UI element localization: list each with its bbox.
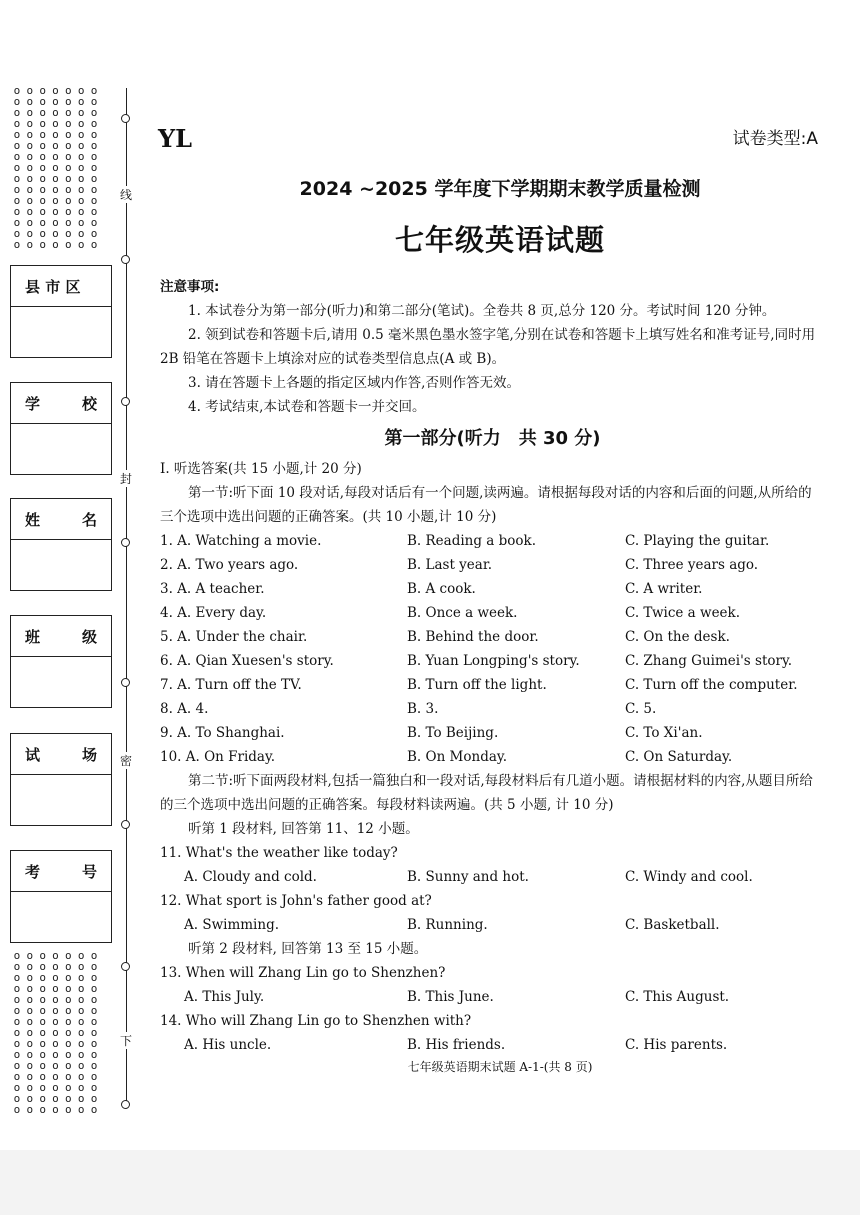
circle-mark: o bbox=[13, 161, 20, 174]
circle-mark: o bbox=[90, 238, 97, 251]
circle-mark: o bbox=[13, 183, 20, 196]
circle-mark: o bbox=[52, 117, 58, 130]
circle-mark: o bbox=[77, 1037, 84, 1050]
circle-mark: o bbox=[26, 971, 33, 984]
circle-mark: o bbox=[26, 1004, 33, 1017]
circle-mark: o bbox=[90, 183, 97, 196]
circle-mark: o bbox=[52, 150, 58, 163]
circle-mark: o bbox=[39, 993, 45, 1006]
circle-mark: o bbox=[90, 960, 97, 973]
seal-dot bbox=[121, 397, 130, 406]
circle-mark: o bbox=[77, 205, 84, 218]
circle-mark: o bbox=[52, 1081, 58, 1094]
circle-mark: o bbox=[13, 194, 20, 207]
circle-mark: o bbox=[77, 993, 84, 1006]
seal-line bbox=[126, 88, 127, 1108]
circle-mark: o bbox=[90, 216, 97, 229]
circle-mark: o bbox=[39, 161, 45, 174]
circle-mark: o bbox=[65, 183, 71, 196]
circle-mark: o bbox=[52, 960, 58, 973]
circle-mark: o bbox=[13, 95, 20, 108]
circle-mark: o bbox=[13, 971, 20, 984]
circle-mark: o bbox=[77, 1092, 84, 1105]
question-options: A. This July. B. This June. C. This August. bbox=[184, 989, 730, 1005]
notice-heading: 注意事项: bbox=[160, 279, 220, 295]
circle-mark: o bbox=[39, 1070, 45, 1083]
circle-mark: o bbox=[77, 1059, 84, 1072]
circle-mark: o bbox=[13, 172, 20, 185]
circle-mark: o bbox=[90, 982, 97, 995]
circle-mark: o bbox=[65, 161, 71, 174]
circle-mark: o bbox=[77, 227, 84, 240]
circle-mark: o bbox=[52, 1037, 58, 1050]
circle-mark: o bbox=[90, 1103, 97, 1116]
circle-mark: o bbox=[90, 128, 97, 141]
paper-code: YL bbox=[158, 124, 193, 153]
circle-mark: o bbox=[52, 1092, 58, 1105]
circle-mark: o bbox=[90, 993, 97, 1006]
circle-mark: o bbox=[65, 1070, 71, 1083]
circle-mark: o bbox=[52, 949, 58, 962]
circle-mark: o bbox=[90, 1059, 97, 1072]
circle-mark: o bbox=[90, 161, 97, 174]
circle-mark: o bbox=[26, 1048, 33, 1061]
seal-mark-below: 下 bbox=[120, 1034, 133, 1048]
circle-mark: o bbox=[90, 1070, 97, 1083]
circle-mark: o bbox=[39, 1103, 45, 1116]
circle-mark: o bbox=[52, 1103, 58, 1116]
circle-mark: o bbox=[13, 1081, 20, 1094]
circle-mark: o bbox=[52, 139, 58, 152]
circle-mark: o bbox=[65, 139, 71, 152]
circle-mark: o bbox=[26, 150, 33, 163]
question-row: 1. A. Watching a movie. B. Reading a book. C. Playing the guitar. bbox=[160, 533, 770, 549]
question-row: 2. A. Two years ago. B. Last year. C. Three years ago. bbox=[160, 557, 759, 573]
material-note: 听第 2 段材料, 回答第 13 至 15 小题。 bbox=[188, 941, 428, 957]
circle-mark: o bbox=[65, 1048, 71, 1061]
circle-mark: o bbox=[39, 1004, 45, 1017]
field-room-box[interactable]: 试 场 bbox=[10, 733, 112, 826]
circle-mark: o bbox=[65, 1059, 71, 1072]
circle-mark: o bbox=[77, 161, 84, 174]
circle-mark: o bbox=[26, 1026, 33, 1039]
circle-mark: o bbox=[39, 1026, 45, 1039]
circle-mark: o bbox=[90, 117, 97, 130]
circle-mark: o bbox=[26, 128, 33, 141]
circle-mark: o bbox=[13, 84, 20, 97]
part1-title: 第一部分(听力 共 30 分) bbox=[384, 428, 601, 449]
circle-mark: o bbox=[90, 949, 97, 962]
exam-content bbox=[160, 275, 825, 1057]
circle-mark: o bbox=[90, 1004, 97, 1017]
seal-mark-seal: 封 bbox=[120, 472, 133, 486]
circle-mark: o bbox=[26, 1059, 33, 1072]
circle-mark: o bbox=[26, 139, 33, 152]
circle-mark: o bbox=[77, 84, 84, 97]
circle-mark: o bbox=[26, 993, 33, 1006]
circle-mark: o bbox=[77, 216, 84, 229]
circle-mark: o bbox=[65, 1037, 71, 1050]
circle-mark: o bbox=[13, 1037, 20, 1050]
circle-mark: o bbox=[52, 1004, 58, 1017]
circle-mark: o bbox=[39, 227, 45, 240]
circle-mark: o bbox=[77, 1103, 84, 1116]
section1-intro: 第一节:听下面 10 段对话,每段对话后有一个问题,读两遍。请根据每段对话的内容和后面的问题,从所给的三个选项中选出问题的正确答案。(共 10 小题,计 10 分) bbox=[160, 485, 812, 525]
circle-mark: o bbox=[26, 1092, 33, 1105]
circle-mark: o bbox=[13, 960, 20, 973]
circle-mark: o bbox=[39, 205, 45, 218]
circle-mark: o bbox=[13, 128, 20, 141]
circle-mark: o bbox=[39, 1092, 45, 1105]
circle-mark: o bbox=[90, 205, 97, 218]
circle-mark: o bbox=[65, 238, 71, 251]
question-stem: 11. What's the weather like today? bbox=[160, 845, 398, 861]
seal-dot bbox=[121, 255, 130, 264]
circle-mark: o bbox=[39, 139, 45, 152]
circle-mark: o bbox=[77, 982, 84, 995]
circle-mark: o bbox=[52, 172, 58, 185]
circle-mark: o bbox=[39, 84, 45, 97]
circle-mark: o bbox=[39, 128, 45, 141]
section2-intro: 第二节:听下面两段材料,包括一篇独白和一段对话,每段材料后有几道小题。请根据材料的内容,从题目所给的三个选项中选出问题的正确答案。每段材料读两遍。(共 5 小题, 计 10 分) bbox=[160, 773, 813, 813]
circle-mark: o bbox=[90, 1048, 97, 1061]
question-row: 8. A. 4. B. 3. C. 5. bbox=[160, 701, 657, 717]
top-circle-pattern bbox=[10, 85, 100, 250]
circle-mark: o bbox=[90, 194, 97, 207]
circle-mark: o bbox=[77, 106, 84, 119]
circle-mark: o bbox=[65, 106, 71, 119]
circle-mark: o bbox=[77, 183, 84, 196]
circle-mark: o bbox=[65, 971, 71, 984]
field-label: 县 市 区 bbox=[25, 277, 81, 296]
circle-mark: o bbox=[26, 117, 33, 130]
circle-mark: o bbox=[77, 117, 84, 130]
circle-mark: o bbox=[26, 238, 33, 251]
circle-mark: o bbox=[77, 1015, 84, 1028]
circle-mark: o bbox=[52, 106, 58, 119]
circle-mark: o bbox=[77, 1004, 84, 1017]
circle-mark: o bbox=[65, 960, 71, 973]
seal-dot bbox=[121, 1100, 130, 1109]
circle-mark: o bbox=[13, 1092, 20, 1105]
circle-mark: o bbox=[77, 139, 84, 152]
circle-mark: o bbox=[52, 128, 58, 141]
circle-mark: o bbox=[13, 139, 20, 152]
circle-mark: o bbox=[52, 84, 58, 97]
circle-mark: o bbox=[13, 949, 20, 962]
circle-mark: o bbox=[65, 993, 71, 1006]
seal-dot bbox=[121, 962, 130, 971]
circle-mark: o bbox=[90, 139, 97, 152]
circle-mark: o bbox=[52, 238, 58, 251]
question-stem: 14. Who will Zhang Lin go to Shenzhen with? bbox=[160, 1013, 472, 1029]
question-row: 3. A. A teacher. B. A cook. C. A writer. bbox=[160, 581, 703, 597]
circle-mark: o bbox=[65, 1081, 71, 1094]
circle-mark: o bbox=[77, 960, 84, 973]
circle-mark: o bbox=[77, 128, 84, 141]
circle-mark: o bbox=[52, 161, 58, 174]
circle-mark: o bbox=[26, 227, 33, 240]
circle-mark: o bbox=[39, 172, 45, 185]
circle-mark: o bbox=[77, 95, 84, 108]
circle-mark: o bbox=[52, 1026, 58, 1039]
circle-mark: o bbox=[90, 227, 97, 240]
circle-mark: o bbox=[39, 95, 45, 108]
field-exam-number-box[interactable]: 考 号 bbox=[10, 850, 112, 943]
circle-mark: o bbox=[26, 194, 33, 207]
question-options: A. Swimming. B. Running. C. Basketball. bbox=[184, 917, 720, 933]
circle-mark: o bbox=[26, 949, 33, 962]
circle-mark: o bbox=[90, 106, 97, 119]
circle-mark: o bbox=[39, 1037, 45, 1050]
question-row: 6. A. Qian Xuesen's story. B. Yuan Longping's story. C. Zhang Guimei's story. bbox=[160, 653, 793, 669]
circle-mark: o bbox=[65, 150, 71, 163]
circle-mark: o bbox=[77, 194, 84, 207]
circle-mark: o bbox=[39, 106, 45, 119]
circle-mark: o bbox=[26, 1103, 33, 1116]
circle-mark: o bbox=[90, 1081, 97, 1094]
circle-mark: o bbox=[13, 1070, 20, 1083]
circle-mark: o bbox=[39, 960, 45, 973]
seal-dot bbox=[121, 114, 130, 123]
circle-mark: o bbox=[39, 1059, 45, 1072]
circle-mark: o bbox=[13, 1059, 20, 1072]
circle-mark: o bbox=[26, 1037, 33, 1050]
circle-mark: o bbox=[26, 95, 33, 108]
circle-mark: o bbox=[52, 982, 58, 995]
circle-mark: o bbox=[90, 172, 97, 185]
circle-mark: o bbox=[39, 1081, 45, 1094]
material-note: 听第 1 段材料, 回答第 11、12 小题。 bbox=[188, 821, 419, 837]
circle-mark: o bbox=[39, 971, 45, 984]
circle-mark: o bbox=[65, 194, 71, 207]
notice-item: 3. 请在答题卡上各题的指定区域内作答,否则作答无效。 bbox=[188, 375, 520, 391]
circle-mark: o bbox=[39, 1015, 45, 1028]
circle-mark: o bbox=[39, 1048, 45, 1061]
circle-mark: o bbox=[65, 1015, 71, 1028]
circle-mark: o bbox=[26, 84, 33, 97]
circle-mark: o bbox=[39, 982, 45, 995]
circle-mark: o bbox=[26, 172, 33, 185]
circle-mark: o bbox=[13, 993, 20, 1006]
circle-mark: o bbox=[90, 1026, 97, 1039]
question-options: A. Cloudy and cold. B. Sunny and hot. C. Windy and cool. bbox=[184, 869, 753, 885]
circle-mark: o bbox=[65, 95, 71, 108]
circle-mark: o bbox=[39, 150, 45, 163]
circle-mark: o bbox=[90, 1092, 97, 1105]
question-row: 10. A. On Friday. B. On Monday. C. On Saturday. bbox=[160, 749, 733, 765]
section-title: Ⅰ. 听选答案(共 15 小题,计 20 分) bbox=[160, 461, 362, 477]
circle-mark: o bbox=[13, 1048, 20, 1061]
field-name-box[interactable]: 姓 名 bbox=[10, 498, 112, 591]
circle-mark: o bbox=[52, 216, 58, 229]
circle-mark: o bbox=[52, 183, 58, 196]
seal-mark-line: 线 bbox=[120, 188, 133, 202]
question-row: 5. A. Under the chair. B. Behind the door. C. On the desk. bbox=[160, 629, 730, 645]
circle-mark: o bbox=[90, 84, 97, 97]
circle-mark: o bbox=[65, 949, 71, 962]
question-options: A. His uncle. B. His friends. C. His parents. bbox=[184, 1037, 728, 1053]
bottom-circle-pattern bbox=[10, 950, 100, 1115]
circle-mark: o bbox=[77, 949, 84, 962]
circle-mark: o bbox=[77, 1070, 84, 1083]
field-school-box[interactable]: 学 校 bbox=[10, 382, 112, 475]
circle-mark: o bbox=[65, 84, 71, 97]
circle-mark: o bbox=[52, 993, 58, 1006]
notice-item: 4. 考试结束,本试卷和答题卡一并交回。 bbox=[188, 399, 426, 415]
circle-mark: o bbox=[52, 1048, 58, 1061]
circle-mark: o bbox=[90, 1015, 97, 1028]
circle-mark: o bbox=[52, 1059, 58, 1072]
page-bottom-band bbox=[0, 1150, 860, 1215]
circle-mark: o bbox=[65, 117, 71, 130]
circle-mark: o bbox=[52, 194, 58, 207]
circle-mark: o bbox=[13, 150, 20, 163]
seal-dot bbox=[121, 820, 130, 829]
circle-mark: o bbox=[26, 205, 33, 218]
circle-mark: o bbox=[26, 1070, 33, 1083]
circle-mark: o bbox=[77, 150, 84, 163]
circle-mark: o bbox=[13, 1103, 20, 1116]
circle-mark: o bbox=[13, 227, 20, 240]
circle-mark: o bbox=[52, 95, 58, 108]
circle-mark: o bbox=[26, 161, 33, 174]
circle-mark: o bbox=[90, 95, 97, 108]
circle-mark: o bbox=[26, 1015, 33, 1028]
circle-mark: o bbox=[52, 971, 58, 984]
circle-mark: o bbox=[39, 183, 45, 196]
page-footer: 七年级英语期末试题 A-1-(共 8 页) bbox=[407, 1060, 593, 1074]
circle-mark: o bbox=[52, 205, 58, 218]
circle-mark: o bbox=[65, 172, 71, 185]
circle-mark: o bbox=[77, 1048, 84, 1061]
notice-item: 1. 本试卷分为第一部分(听力)和第二部分(笔试)。全卷共 8 页,总分 120 分。考试时间 120 分钟。 bbox=[188, 303, 776, 319]
circle-mark: o bbox=[52, 1015, 58, 1028]
circle-mark: o bbox=[13, 1004, 20, 1017]
circle-mark: o bbox=[39, 216, 45, 229]
seal-mark-secret: 密 bbox=[120, 754, 133, 768]
circle-mark: o bbox=[65, 128, 71, 141]
question-row: 4. A. Every day. B. Once a week. C. Twice a week. bbox=[160, 605, 741, 621]
circle-mark: o bbox=[65, 1004, 71, 1017]
seal-dot bbox=[121, 538, 130, 547]
circle-mark: o bbox=[13, 1026, 20, 1039]
circle-mark: o bbox=[13, 238, 20, 251]
question-row: 9. A. To Shanghai. B. To Beijing. C. To Xi'an. bbox=[160, 725, 703, 741]
notice-item: 2. 领到试卷和答题卡后,请用 0.5 毫米黑色墨水签字笔,分别在试卷和答题卡上填写姓名和准考证号,同时用 2B 铅笔在答题卡上填涂对应的试卷类型信息点(A 或 B)。 bbox=[160, 327, 816, 367]
circle-mark: o bbox=[77, 238, 84, 251]
circle-mark: o bbox=[26, 106, 33, 119]
circle-mark: o bbox=[77, 1026, 84, 1039]
circle-mark: o bbox=[65, 216, 71, 229]
circle-mark: o bbox=[90, 971, 97, 984]
circle-mark: o bbox=[26, 183, 33, 196]
circle-mark: o bbox=[52, 1070, 58, 1083]
circle-mark: o bbox=[77, 971, 84, 984]
circle-mark: o bbox=[65, 227, 71, 240]
circle-mark: o bbox=[13, 982, 20, 995]
circle-mark: o bbox=[90, 150, 97, 163]
circle-mark: o bbox=[65, 1026, 71, 1039]
field-class-box[interactable]: 班 级 bbox=[10, 615, 112, 708]
question-stem: 12. What sport is John's father good at? bbox=[160, 893, 432, 909]
field-county-box[interactable] bbox=[10, 265, 112, 358]
circle-mark: o bbox=[26, 982, 33, 995]
circle-mark: o bbox=[39, 949, 45, 962]
circle-mark: o bbox=[90, 1037, 97, 1050]
circle-mark: o bbox=[65, 982, 71, 995]
circle-mark: o bbox=[13, 106, 20, 119]
circle-mark: o bbox=[26, 1081, 33, 1094]
circle-mark: o bbox=[39, 194, 45, 207]
subject-title: 七年级英语试题 bbox=[394, 223, 605, 257]
circle-mark: o bbox=[65, 205, 71, 218]
circle-mark: o bbox=[39, 117, 45, 130]
paper-type: 试卷类型:A bbox=[732, 129, 818, 149]
circle-mark: o bbox=[65, 1103, 71, 1116]
circle-mark: o bbox=[13, 216, 20, 229]
circle-mark: o bbox=[13, 205, 20, 218]
circle-mark: o bbox=[65, 1092, 71, 1105]
circle-mark: o bbox=[39, 238, 45, 251]
circle-mark: o bbox=[77, 1081, 84, 1094]
circle-mark: o bbox=[77, 172, 84, 185]
question-row: 7. A. Turn off the TV. B. Turn off the light. C. Turn off the computer. bbox=[160, 677, 798, 693]
circle-mark: o bbox=[26, 216, 33, 229]
seal-dot bbox=[121, 678, 130, 687]
exam-title: 2024 ~2025 学年度下学期期末教学质量检测 bbox=[299, 178, 701, 200]
circle-mark: o bbox=[52, 227, 58, 240]
circle-mark: o bbox=[26, 960, 33, 973]
circle-mark: o bbox=[13, 117, 20, 130]
question-stem: 13. When will Zhang Lin go to Shenzhen? bbox=[160, 965, 446, 981]
circle-mark: o bbox=[13, 1015, 20, 1028]
